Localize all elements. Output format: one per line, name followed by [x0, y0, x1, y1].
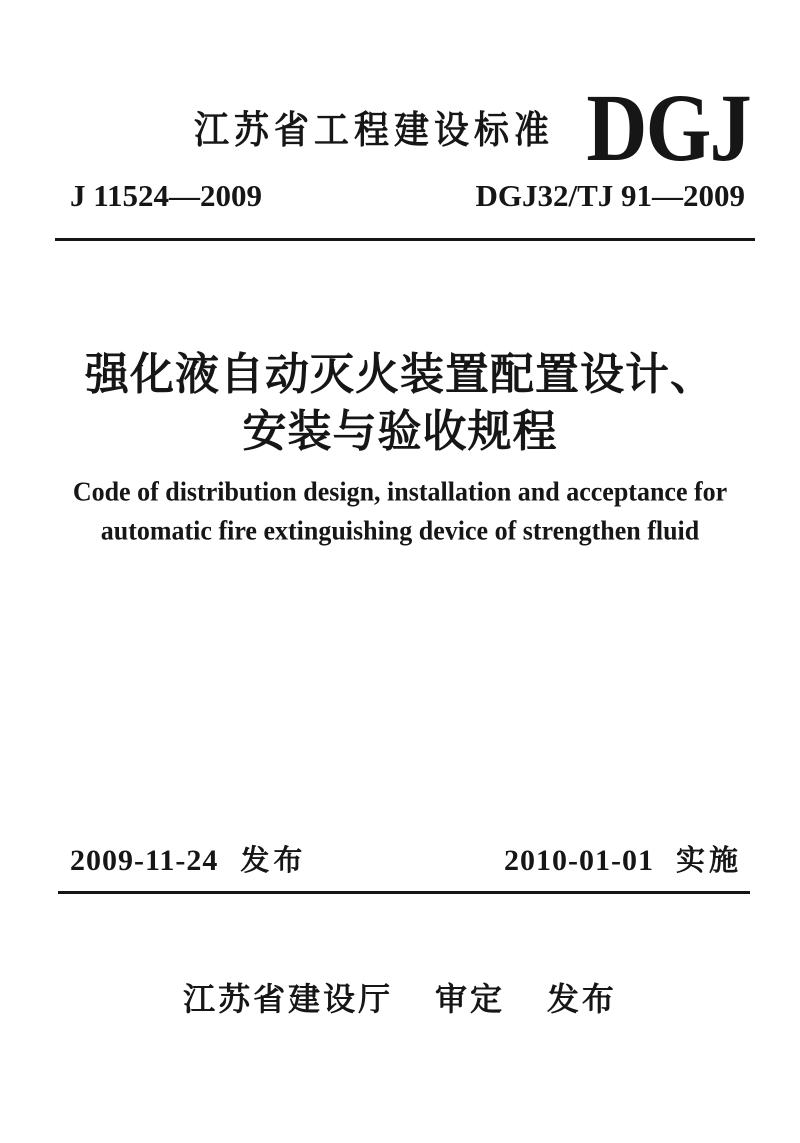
codes-row — [70, 178, 745, 214]
title-english-line1: Code of distribution design, installation and acceptance for — [72, 476, 728, 507]
effective-date-group — [504, 838, 742, 879]
title-english — [0, 472, 800, 550]
publisher-release-label: 发布 — [546, 981, 617, 1017]
issue-label: 发布 — [240, 845, 307, 877]
title-english-line2: automatic fire extinguishing device of strengthen fluid — [100, 515, 700, 546]
effective-label: 实施 — [675, 845, 742, 877]
publisher-row — [0, 974, 800, 1020]
issue-date-group — [70, 838, 306, 879]
dgj-logo: DGJ — [586, 74, 750, 181]
standard-category-label: 江苏省工程建设标准 — [193, 109, 554, 152]
top-divider — [55, 238, 755, 241]
title-chinese-line2: 安装与验收规程 — [242, 407, 558, 456]
standard-number: DGJ32/TJ 91—2009 — [475, 178, 745, 213]
effective-date: 2010-01-01 — [504, 844, 654, 877]
record-number: J 11524—2009 — [70, 178, 263, 213]
title-chinese-line1: 强化液自动灭火装置配置设计、 — [85, 350, 715, 399]
title-block — [0, 346, 800, 548]
publisher-agency: 江苏省建设厅 — [183, 981, 394, 1017]
dates-row — [70, 838, 742, 879]
issue-date: 2009-11-24 — [70, 844, 219, 877]
header — [193, 74, 750, 181]
publisher-approve-label: 审定 — [434, 981, 505, 1017]
bottom-divider — [58, 891, 750, 894]
